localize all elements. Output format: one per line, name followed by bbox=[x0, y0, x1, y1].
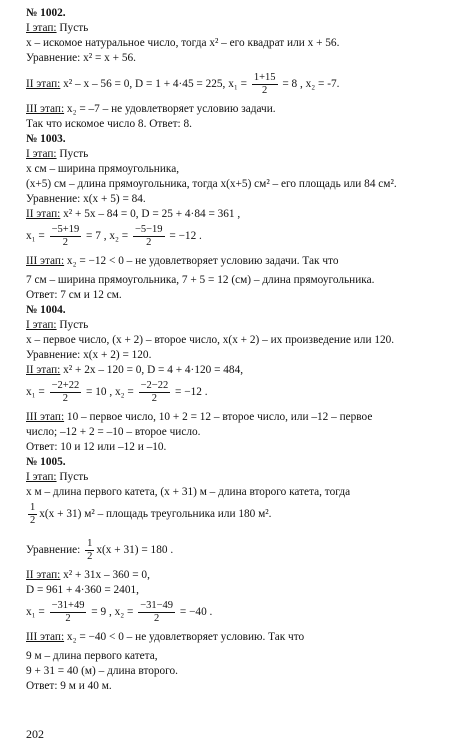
problem-1005-equation: Уравнение: $\frac{1}{2}$ x(x + 31) = 180 . bbox=[26, 537, 174, 562]
fraction: $\frac{-5+19}{2}$ bbox=[51, 223, 80, 248]
problem-1002-line1: x – искомое натуральное число, тогда x² – его квадрат или x + 56. bbox=[26, 37, 340, 49]
problem-1003-roots: x₁ = $\frac{-5+19}{2}$ = 7 , x₂ = $\frac{-5-19}{2}$ = −12 . bbox=[26, 223, 202, 248]
stage-label: I этап: bbox=[26, 319, 57, 331]
problem-1003-stage1: I этап: Пусть bbox=[26, 148, 89, 160]
fraction: $\frac{1}{2}$ bbox=[30, 501, 36, 526]
stage-label: III этап: bbox=[26, 255, 65, 267]
problem-1005-stage3: III этап: x₂ = −40 < 0 – не удовлетворяет условию. Так что bbox=[26, 631, 305, 643]
problem-1004-answer: Ответ: 10 и 12 или –12 и –10. bbox=[26, 441, 167, 453]
fraction: $\frac{-5-19}{2}$ bbox=[134, 223, 163, 248]
problem-1005-line1: x м – длина первого катета, (x + 31) м – длина второго катета, тогда bbox=[26, 486, 351, 498]
stage-label: II этап: bbox=[26, 208, 61, 220]
problem-1004-roots: x₁ = $\frac{-2+22}{2}$ = 10 , x₂ = $\frac{-2-22}{2}$ = −12 . bbox=[26, 379, 208, 404]
stage-label: I этап: bbox=[26, 22, 57, 34]
stage-label: I этап: bbox=[26, 471, 57, 483]
page-number: 202 bbox=[26, 727, 44, 741]
problem-1003-stage2: II этап: x² + 5x – 84 = 0, D = 25 + 4·84 = 361 , bbox=[26, 208, 241, 220]
problem-1002-stage1: I этап: Пусть bbox=[26, 22, 89, 34]
problem-1002-answer: Так что искомое число 8. Ответ: 8. bbox=[26, 118, 192, 130]
problem-1004-number: № 1004. bbox=[26, 304, 66, 316]
problem-1005-roots: x₁ = $\frac{-31+49}{2}$ = 9 , x₂ = $\frac{-31-49}{2}$ = −40 . bbox=[26, 599, 213, 624]
problem-1004-line1: x – первое число, (x + 2) – второе число, x(x + 2) – их произведение или 120. bbox=[26, 334, 395, 346]
stage-label: I этап: bbox=[26, 148, 57, 160]
problem-1005-line4: 9 + 31 = 40 (м) – длина второго. bbox=[26, 665, 179, 677]
problem-1005-stage1: I этап: Пусть bbox=[26, 471, 89, 483]
problem-1005-answer: Ответ: 9 м и 40 м. bbox=[26, 680, 112, 692]
problem-1005-discriminant: D = 961 + 4·360 = 2401, bbox=[26, 584, 139, 596]
problem-1003-line3: Уравнение: x(x + 5) = 84. bbox=[26, 193, 146, 205]
problem-1003-answer: Ответ: 7 см и 12 см. bbox=[26, 289, 122, 301]
problem-1004-stage1: I этап: Пусть bbox=[26, 319, 89, 331]
problem-1004-line2: Уравнение: x(x + 2) = 120. bbox=[26, 349, 152, 361]
stage-label: II этап: bbox=[26, 364, 61, 376]
fraction: $\frac{-31+49}{2}$ bbox=[51, 599, 85, 624]
stage-label: II этап: bbox=[26, 569, 61, 581]
fraction: $\frac{1}{2}$ bbox=[87, 537, 93, 562]
problem-1002-stage3: III этап: x₂ = –7 – не удовлетворяет условию задачи. bbox=[26, 103, 276, 115]
stage-label: II этап: bbox=[26, 77, 61, 90]
problem-1005-area: $\frac{1}{2}$ x(x + 31) м² – площадь треугольника или 180 м². bbox=[30, 501, 272, 526]
problem-1003-number: № 1003. bbox=[26, 133, 66, 145]
problem-1003-stage3: III этап: x₂ = −12 < 0 – не удовлетворяет условию задачи. Так что bbox=[26, 255, 339, 267]
problem-1002-stage2: II этап: x² – x – 56 = 0, D = 1 + 4·45 = 225, x₁ = $\frac{1+15}{2}$ = 8 , x₂ = -7. bbox=[26, 71, 340, 96]
problem-1005-number: № 1005. bbox=[26, 456, 66, 468]
problem-1003-line2: (x+5) см – длина прямоугольника, тогда x(x+5) см² – его площадь или 84 см². bbox=[26, 178, 397, 190]
problem-1004-stage3: III этап: 10 – первое число, 10 + 2 = 12 – второе число, или –12 – первое bbox=[26, 411, 373, 423]
problem-1004-line3: число; –12 + 2 = –10 – второе число. bbox=[26, 426, 201, 438]
document-page bbox=[26, 6, 458, 694]
fraction: $\frac{-31-49}{2}$ bbox=[140, 599, 174, 624]
problem-1004-stage2: II этап: x² + 2x – 120 = 0, D = 4 + 4·120 = 484, bbox=[26, 364, 244, 376]
problem-1003-line4: 7 см – ширина прямоугольника, 7 + 5 = 12 (см) – длина прямоугольника. bbox=[26, 274, 375, 286]
fraction: $\frac{-2-22}{2}$ bbox=[140, 379, 169, 404]
fraction: $\frac{1+15}{2}$ bbox=[253, 71, 276, 96]
problem-1005-line3: 9 м – длина первого катета, bbox=[26, 650, 158, 662]
problem-1005-stage2: II этап: x² + 31x – 360 = 0, bbox=[26, 569, 150, 581]
problem-1003-line1: x см – ширина прямоугольника, bbox=[26, 163, 180, 175]
stage-label: III этап: bbox=[26, 103, 65, 115]
stage-label: III этап: bbox=[26, 631, 65, 643]
problem-1002-number: № 1002. bbox=[26, 7, 66, 19]
problem-1002-line2: Уравнение: x² = x + 56. bbox=[26, 52, 136, 64]
fraction: $\frac{-2+22}{2}$ bbox=[51, 379, 80, 404]
stage-label: III этап: bbox=[26, 411, 65, 423]
